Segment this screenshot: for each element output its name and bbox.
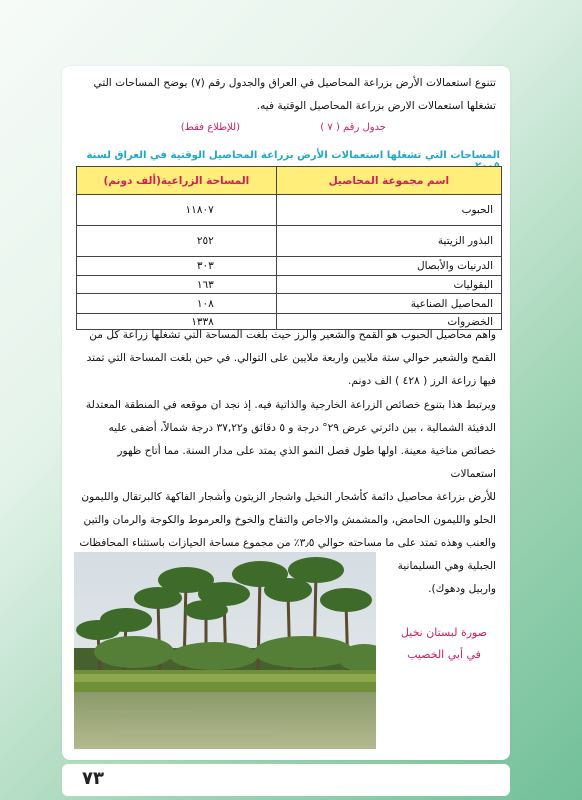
table-row (77, 294, 502, 314)
table-header-row (77, 167, 502, 195)
intro-paragraph (76, 72, 496, 118)
area-cell: ١١٨٠٧ (77, 195, 277, 226)
table-row (77, 195, 502, 226)
table-row (77, 276, 502, 294)
page-content (62, 66, 510, 760)
crops-area-table (76, 166, 502, 330)
crop-name-cell: البذور الزيتية (276, 226, 501, 257)
crop-name-cell: الخضروات (276, 314, 501, 330)
text-line: القمح والشعير حوالي ستة ملايين واربعة ملايين على التوالي. في حين بلغت المساحة التي تمتد (86, 352, 496, 364)
crop-name-cell: البقوليات (276, 276, 501, 294)
caption-line: في أبي الخصيب (407, 648, 481, 661)
area-cell: ٣٠٣ (77, 257, 277, 276)
table-note: (للإطلاع فقط) (180, 122, 240, 133)
page-footer (62, 764, 510, 796)
table-title: المساحات التي تشغلها استعمالات الأرض بزراعة المحاصيل الوقتية في العراق لسنة (86, 150, 500, 161)
crop-name-cell: الدرنيات والأبصال (276, 257, 501, 276)
caption-line: صورة لبستان نخيل (400, 626, 488, 639)
text-line: الجبلية وهي السليمانية (397, 560, 496, 572)
table-row (77, 257, 502, 276)
text-line: ويرتبط هذا بتنوع خصائص الزراعة الخارجية والذاتية فيه. إذ نجد ان موقعه في المنطقة المعتدلة (85, 399, 496, 411)
area-cell: ١٣٣٨ (77, 314, 277, 330)
column-header-crop-group: اسم مجموعة المحاصيل (276, 167, 501, 195)
text-line: واهم محاصيل الحبوب هو القمح والشعير والرز حيث بلغت المساحة التي تشغلها زراعة كل من (89, 329, 496, 341)
crop-name-cell: المحاصيل الصناعية (276, 294, 501, 314)
palm-grove-photo (74, 552, 376, 749)
area-cell: ٢٥٢ (77, 226, 277, 257)
table-row (77, 226, 502, 257)
photo-caption (378, 622, 510, 666)
text-line: تتنوع استعمالات الأرض بزراعة المحاصيل في العراق والجدول رقم (٧) يوضح المساحات التي (93, 77, 496, 89)
page-number: ٧٣ (82, 768, 104, 789)
area-cell: ١٦٣ (77, 276, 277, 294)
text-line: تشغلها استعمالات الارض بزراعة المحاصيل الوقتية فيه. (256, 100, 496, 112)
column-header-area: المساحة الزراعية(ألف دونم) (77, 167, 277, 195)
text-line: الدفيئة الشمالية ، بين دائرتي عرض ٢٩° درجة و ٥ دقائق و٣٧,٢٢ درجة شمالاً، أضفى عليه (108, 422, 496, 434)
text-line: والعنب وهذه تمتد على ما مساحته حوالي ٣٫٥٪ من مجموع مساحة الحيازات باستثناء المحافظات (79, 537, 496, 549)
text-line: خصائص مناخية معينة. اولها طول فصل النمو الذي يمتد على مدار السنة. مما أتاح ظهور استعمالات (117, 445, 496, 480)
table-number: جدول رقم ( ٧ ) (320, 122, 386, 133)
text-line: فيها زراعة الرز ( ٤٢٨ ) الف دونم. (348, 375, 496, 387)
text-line: واربيل ودهوك). (428, 583, 496, 595)
text-line: للأرض بزراعة محاصيل دائمة كأشجار النخيل واشجار الزيتون وأشجار الفاكهة كالبرتقال والليمون (81, 491, 496, 503)
grains-paragraph (76, 324, 496, 393)
text-line: الحلو والليمون الحامض، والمشمش والاجاص والتفاح والخوخ والعرموط والكوجة والرمان والتين (83, 514, 496, 526)
area-cell: ١٠٨ (77, 294, 277, 314)
crop-name-cell: الحبوب (276, 195, 501, 226)
